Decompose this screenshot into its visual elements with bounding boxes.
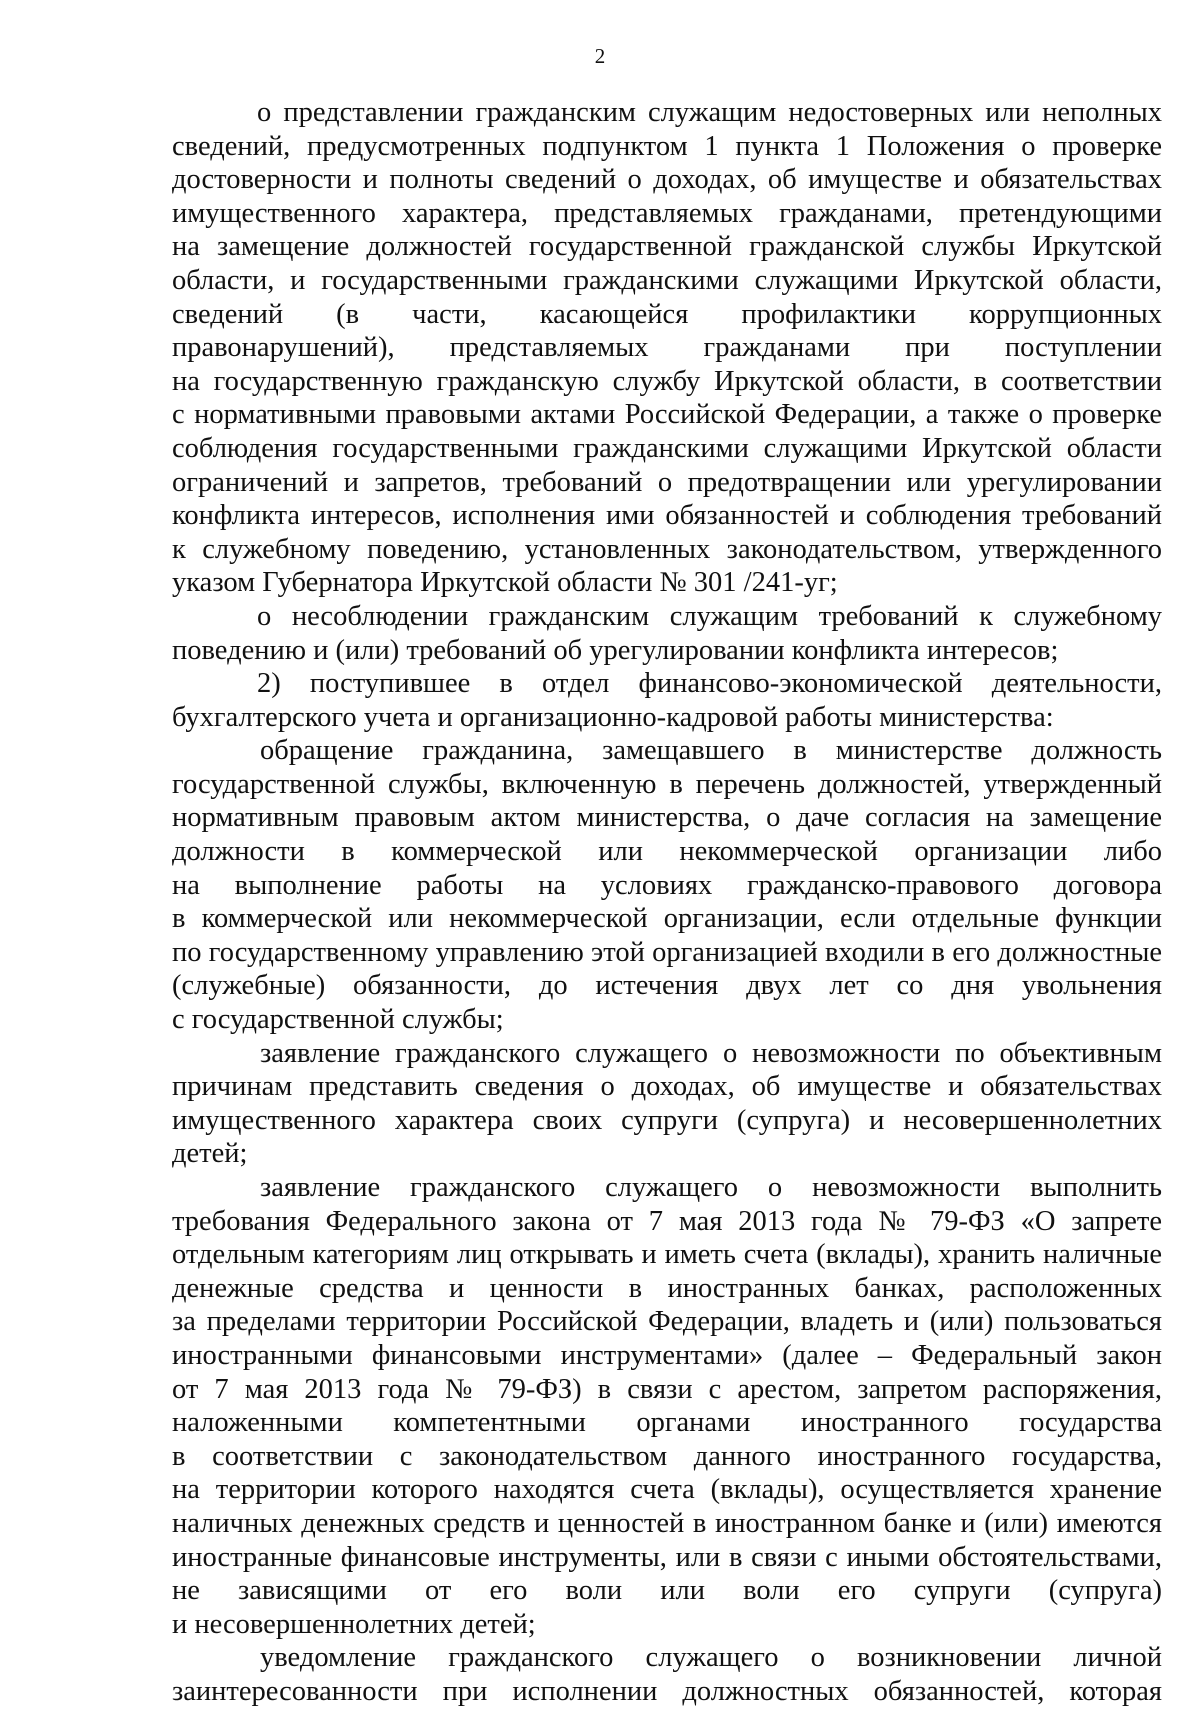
text-line: в коммерческой или некоммерческой организации, если отдельные функции [172,903,1162,935]
text-line: к служебному поведению, установленных законодательством, утвержденного [172,533,1162,565]
text-line: по государственному управлению этой организацией входили в его должностные [172,936,1162,968]
text-line: обращение гражданина, замещавшего в министерстве должность [260,735,1162,767]
text-line: правонарушений), представляемых гражданами при поступлении [172,332,1162,364]
text-line: причинам представить сведения о доходах, об имуществе и обязательствах [172,1071,1162,1103]
text-line: сведений, предусмотренных подпунктом 1 пункта 1 Положения о проверке [172,130,1162,162]
text-line: на территории которого находятся счета (вклады), осуществляется хранение [172,1474,1162,1506]
text-line: не зависящими от его воли или воли его супруги (супруга) [172,1575,1162,1607]
document-body [172,96,1162,1709]
text-line: с государственной службы; [172,1004,504,1036]
text-line: в соответствии с законодательством данного иностранного государства, [172,1440,1162,1472]
text-line: соблюдения государственными гражданскими служащими Иркутской области [172,432,1162,464]
text-line: области, и государственными гражданскими служащими Иркутской области, [172,264,1162,296]
text-line: с нормативными правовыми актами Российской Федерации, а также о проверке [172,399,1162,431]
text-line: должности в коммерческой или некоммерческой организации либо [172,836,1162,868]
text-line: на государственную гражданскую службу Иркутской области, в соответствии [172,365,1162,397]
text-line: детей; [172,1138,248,1170]
text-line: государственной службы, включенную в перечень должностей, утвержденный [172,768,1162,800]
text-line: указом Губернатора Иркутской области № 301 /241-уг; [172,567,838,599]
text-line: денежные средства и ценности в иностранных банках, расположенных [172,1272,1162,1304]
text-line: иностранные финансовые инструменты, или в связи с иными обстоятельствами, [172,1541,1162,1573]
text-line: требования Федерального закона от 7 мая 2013 года № 79-ФЗ «О запрете [172,1205,1162,1237]
text-line: уведомление гражданского служащего о возникновении личной [260,1642,1162,1674]
text-line: на выполнение работы на условиях гражданско-правового договора [172,869,1162,901]
page-number: 2 [594,44,606,68]
text-line: бухгалтерского учета и организационно-кадровой работы министерства: [172,701,1054,733]
text-line: и несовершеннолетних детей; [172,1608,536,1640]
text-line: иностранными финансовыми инструментами» (далее – Федеральный закон [172,1339,1162,1371]
text-line: конфликта интересов, исполнения ими обязанностей и соблюдения требований [172,500,1162,532]
text-line: заявление гражданского служащего о невозможности выполнить [260,1172,1162,1203]
text-line: поведению и (или) требований об урегулировании конфликта интересов; [172,634,1059,666]
text-line: наложенными компетентными органами иностранного государства [172,1407,1162,1439]
text-line: имущественного характера, представляемых гражданами, претендующими [172,197,1162,229]
text-line: нормативным правовым актом министерства, о даче согласия на замещение [172,802,1162,834]
text-line: (служебные) обязанности, до истечения двух лет со дня увольнения [172,970,1162,1002]
text-line: заинтересованности при исполнении должностных обязанностей, которая [172,1675,1162,1707]
text-line: ограничений и запретов, требований о предотвращении или урегулировании [172,466,1162,498]
text-line: наличных денежных средств и ценностей в иностранном банке и (или) имеются [172,1507,1162,1539]
text-line: за пределами территории Российской Федерации, владеть и (или) пользоваться [172,1306,1162,1338]
text-line: от 7 мая 2013 года № 79-ФЗ) в связи с арестом, запретом распоряжения, [172,1373,1162,1405]
text-line: сведений (в части, касающейся профилактики коррупционных [172,298,1162,330]
text-line: о представлении гражданским служащим недостоверных или неполных [257,97,1162,128]
text-line: имущественного характера своих супруги (супруга) и несовершеннолетних [172,1104,1162,1136]
text-line: о несоблюдении гражданским служащим требований к служебному [257,600,1162,632]
text-line: на замещение должностей государственной гражданской службы Иркутской [172,231,1162,263]
text-line: отдельным категориям лиц открывать и иметь счета (вклады), хранить наличные [172,1239,1162,1271]
text-line: достоверности и полноты сведений о доходах, об имуществе и обязательствах [172,164,1162,196]
text-line: заявление гражданского служащего о невозможности по объективным [260,1037,1162,1069]
text-line: 2) поступившее в отдел финансово-экономической деятельности, [257,668,1162,700]
